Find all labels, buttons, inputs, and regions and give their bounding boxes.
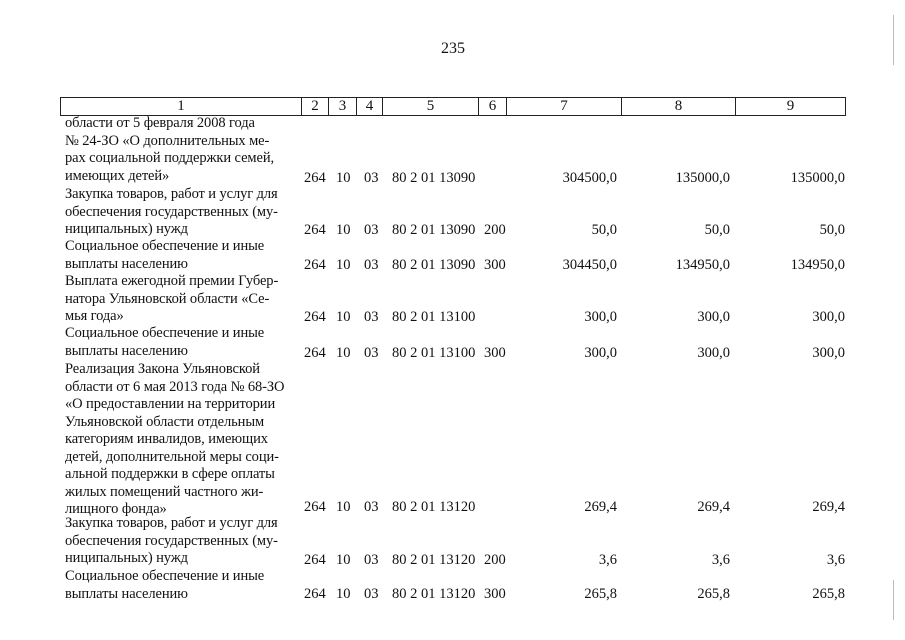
cell-c8: 300,0 — [697, 345, 730, 361]
cell-c8: 269,4 — [697, 499, 730, 515]
header-col-3: 3 — [329, 98, 357, 115]
cell-c3: 10 — [336, 552, 351, 568]
description-line: ниципальных) нужд — [65, 221, 188, 237]
table-header — [60, 97, 846, 116]
cell-c7: 304450,0 — [562, 257, 617, 273]
cell-c7: 269,4 — [584, 499, 617, 515]
description-line: Ульяновской области отдельным — [65, 413, 265, 430]
cell-c8: 135000,0 — [675, 170, 730, 186]
cell-c9: 3,6 — [826, 552, 845, 568]
cell-c3: 10 — [336, 170, 351, 186]
description-line: натора Ульяновской области «Се- — [65, 290, 270, 307]
cell-c9: 265,8 — [812, 586, 845, 602]
cell-c4: 03 — [364, 257, 379, 273]
header-col-7: 7 — [507, 98, 622, 115]
cell-c6: 200 — [484, 552, 506, 568]
description-line: Социальное обеспечение и иные — [65, 568, 265, 584]
cell-c8: 134950,0 — [675, 257, 730, 273]
cell-c3: 10 — [336, 345, 351, 361]
description-line: категориям инвалидов, имеющих — [65, 431, 268, 447]
description-line: имеющих детей» — [65, 167, 170, 184]
cell-c2: 264 — [304, 257, 326, 273]
cell-c2: 264 — [304, 309, 326, 325]
page-number: 235 — [441, 40, 465, 57]
cell-c8: 50,0 — [704, 222, 730, 238]
cell-c9: 50,0 — [819, 222, 845, 238]
cell-c7: 50,0 — [591, 222, 617, 238]
cell-c9: 134950,0 — [790, 257, 845, 273]
cell-c9: 269,4 — [812, 499, 845, 515]
header-col-6: 6 — [479, 98, 507, 115]
description-line: Закупка товаров, работ и услуг для — [65, 515, 278, 531]
cell-c4: 03 — [364, 586, 379, 602]
cell-c2: 264 — [304, 222, 326, 238]
description-line: жилых помещений частного жи- — [65, 483, 264, 500]
description-line: области от 5 февраля 2008 года — [65, 115, 255, 131]
description-line: «О предоставлении на территории — [65, 396, 276, 412]
row-values — [0, 308, 905, 326]
cell-c2: 264 — [304, 345, 326, 361]
row-description — [65, 361, 298, 519]
header-col-2: 2 — [302, 98, 329, 115]
cell-c3: 10 — [336, 222, 351, 238]
cell-c7: 3,6 — [598, 552, 617, 568]
cell-c8: 300,0 — [697, 309, 730, 325]
cell-c9: 300,0 — [812, 345, 845, 361]
cell-c8: 3,6 — [711, 552, 730, 568]
cell-c3: 10 — [336, 257, 351, 273]
cell-c4: 03 — [364, 222, 379, 238]
scan-margin-mark — [893, 580, 894, 620]
row-values — [0, 498, 905, 516]
cell-c5: 80 2 01 13120 — [392, 552, 476, 568]
description-line: № 24-ЗО «О дополнительных ме- — [65, 132, 270, 149]
description-line: рах социальной поддержки семей, — [65, 150, 274, 166]
cell-c5: 80 2 01 13090 — [392, 222, 476, 238]
cell-c8: 265,8 — [697, 586, 730, 602]
description-line: Социальное обеспечение и иные — [65, 238, 265, 254]
cell-c2: 264 — [304, 552, 326, 568]
cell-c6: 300 — [484, 257, 506, 273]
cell-c3: 10 — [336, 499, 351, 515]
description-line: мья года» — [65, 308, 124, 324]
row-values — [0, 344, 905, 362]
cell-c6: 200 — [484, 222, 506, 238]
cell-c5: 80 2 01 13120 — [392, 586, 476, 602]
description-line: Реализация Закона Ульяновской — [65, 361, 260, 377]
cell-c3: 10 — [336, 309, 351, 325]
description-line: Социальное обеспечение и иные — [65, 325, 265, 341]
description-line: выплаты населению — [65, 255, 188, 272]
description-line: лищного фонда» — [65, 501, 167, 517]
description-line: Выплата ежегодной премии Губер- — [65, 273, 279, 289]
row-values — [0, 585, 905, 603]
description-line: детей, дополнительной меры соци- — [65, 448, 279, 465]
cell-c9: 135000,0 — [790, 170, 845, 186]
cell-c7: 265,8 — [584, 586, 617, 602]
description-line: обеспечения государственных (му- — [65, 532, 278, 549]
cell-c5: 80 2 01 13090 — [392, 170, 476, 186]
header-col-9: 9 — [786, 98, 795, 114]
header-col-1: 1 — [61, 98, 302, 115]
description-line: области от 6 мая 2013 года № 68-ЗО — [65, 378, 285, 395]
cell-c7: 304500,0 — [562, 170, 617, 186]
cell-c5: 80 2 01 13120 — [392, 499, 476, 515]
header-col-8: 8 — [622, 98, 736, 115]
description-line: обеспечения государственных (му- — [65, 203, 278, 220]
cell-c2: 264 — [304, 170, 326, 186]
cell-c7: 300,0 — [584, 345, 617, 361]
cell-c4: 03 — [364, 499, 379, 515]
cell-c7: 300,0 — [584, 309, 617, 325]
row-values — [0, 169, 905, 187]
description-line: Закупка товаров, работ и услуг для — [65, 186, 278, 202]
cell-c5: 80 2 01 13100 — [392, 309, 476, 325]
cell-c2: 264 — [304, 499, 326, 515]
description-line: выплаты населению — [65, 585, 188, 602]
cell-c6: 300 — [484, 586, 506, 602]
cell-c2: 264 — [304, 586, 326, 602]
row-values — [0, 256, 905, 274]
cell-c4: 03 — [364, 345, 379, 361]
description-line: ниципальных) нужд — [65, 550, 188, 566]
cell-c9: 300,0 — [812, 309, 845, 325]
cell-c3: 10 — [336, 586, 351, 602]
description-line: выплаты населению — [65, 342, 188, 359]
header-col-4: 4 — [357, 98, 383, 115]
header-col-5: 5 — [383, 98, 479, 115]
cell-c4: 03 — [364, 170, 379, 186]
row-values — [0, 221, 905, 239]
cell-c5: 80 2 01 13090 — [392, 257, 476, 273]
description-line: альной поддержки в сфере оплаты — [65, 466, 275, 482]
cell-c5: 80 2 01 13100 — [392, 345, 476, 361]
scan-margin-mark — [893, 15, 894, 65]
row-values — [0, 551, 905, 569]
cell-c4: 03 — [364, 309, 379, 325]
cell-c4: 03 — [364, 552, 379, 568]
cell-c6: 300 — [484, 345, 506, 361]
